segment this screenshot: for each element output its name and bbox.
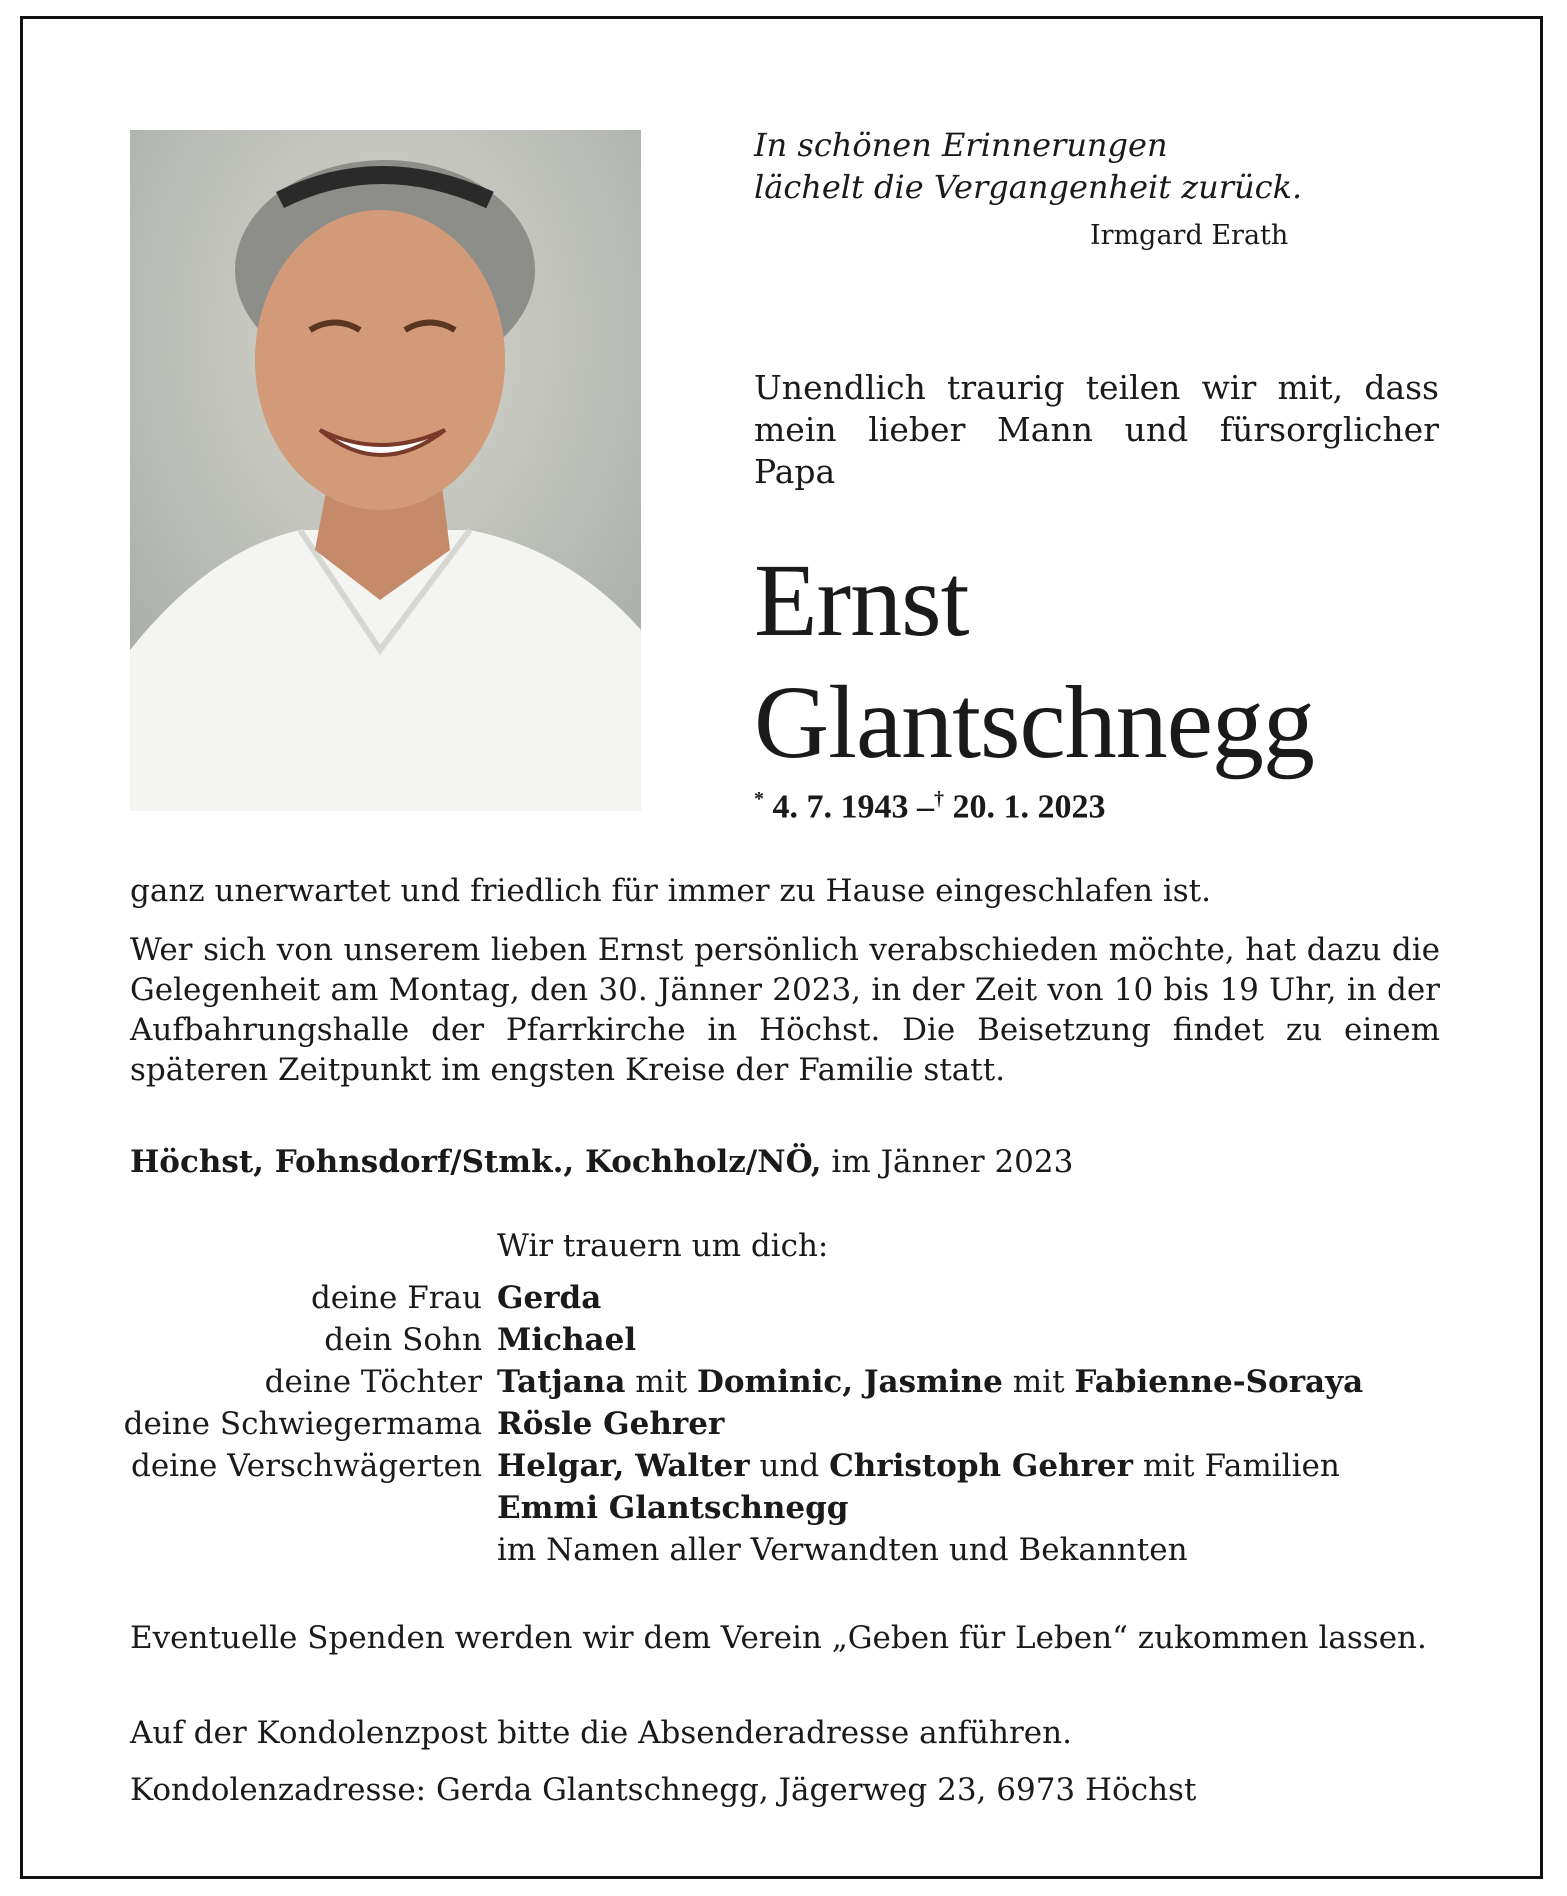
mourner-row xyxy=(0,1490,1567,1532)
mourner-row xyxy=(0,1364,1567,1406)
places-line xyxy=(130,1142,1440,1182)
relation: deine Töchter xyxy=(264,1364,482,1400)
connector: mit xyxy=(1012,1364,1065,1400)
mourner-name: Michael xyxy=(497,1322,637,1358)
donations-note: Eventuelle Spenden werden wir dem Verein „Geben für Leben“ zukommen lassen. xyxy=(130,1620,1427,1656)
mourner-name: Helgar, Walter xyxy=(497,1448,750,1484)
mourner-names xyxy=(497,1448,1340,1484)
connector: und xyxy=(759,1448,820,1484)
condolence-note: Auf der Kondolenzpost bitte die Absenderadresse anführen. xyxy=(130,1715,1072,1751)
places-date: im Jänner 2023 xyxy=(831,1144,1074,1180)
relation: deine Frau xyxy=(310,1280,482,1316)
connector: mit xyxy=(635,1364,688,1400)
last-name: Glantschnegg xyxy=(754,665,1314,780)
mourner-names xyxy=(497,1364,1363,1400)
mourner-names xyxy=(497,1322,636,1358)
mourner-name: Fabienne-Soraya xyxy=(1074,1364,1364,1400)
death-cross-icon: † xyxy=(934,788,944,810)
quote-author: Irmgard Erath xyxy=(1090,220,1289,251)
condolence-address: Kondolenzadresse: Gerda Glantschnegg, Jägerweg 23, 6973 Höchst xyxy=(130,1772,1197,1808)
memorial-quote xyxy=(754,124,1374,208)
mourner-names xyxy=(497,1490,848,1526)
mourner-row xyxy=(0,1406,1567,1448)
life-dates: * 4. 7. 1943 –† 20. 1. 2023 xyxy=(754,788,1106,826)
mourner-note: im Namen aller Verwandten und Bekannten xyxy=(497,1532,1188,1568)
deceased-name xyxy=(754,540,1314,784)
passing-sentence: ganz unerwartet und friedlich für immer zu Hause eingeschlafen ist. xyxy=(130,873,1211,909)
mourner-row xyxy=(0,1532,1567,1574)
relation: deine Verschwägerten xyxy=(130,1448,482,1484)
mourner-row xyxy=(0,1448,1567,1490)
places: Höchst, Fohnsdorf/Stmk., Kochholz/NÖ, xyxy=(130,1144,822,1180)
mourner-name: Emmi Glantschnegg xyxy=(497,1490,849,1526)
mourners-heading: Wir trauern um dich: xyxy=(497,1228,829,1264)
portrait-photo xyxy=(130,130,641,811)
death-date: 20. 1. 2023 xyxy=(952,788,1106,826)
portrait-illustration xyxy=(130,130,641,811)
mourner-row xyxy=(0,1280,1567,1322)
mourner-names xyxy=(497,1406,724,1442)
relation: deine Schwiegermama xyxy=(123,1406,482,1442)
quote-line-1: In schönen Erinnerungen xyxy=(754,126,1168,164)
intro-text: Unendlich traurig teilen wir mit, dass mein lieber Mann und fürsorglicher Papa xyxy=(754,368,1439,491)
mourner-name: Tatjana xyxy=(497,1364,626,1400)
mourner-names xyxy=(497,1280,601,1316)
first-name: Ernst xyxy=(754,543,969,658)
birth-star-icon: * xyxy=(754,788,764,810)
birth-date: 4. 7. 1943 xyxy=(772,788,909,826)
farewell-paragraph: Wer sich von unserem lieben Ernst persönlich verabschieden möchte, hat dazu die Gelegenheit am Montag, den 30. Jänner 2023, in der Zeit von 10 bis 19 Uhr, in der Aufbahrungshalle der Pfarrkirche in Höchst. Die Beisetzung findet zu einem späteren Zeitpunkt im engsten Kreise der Familie statt. xyxy=(130,932,1440,1088)
mourner-name: Rösle Gehrer xyxy=(497,1406,725,1442)
mourner-name: Christoph Gehrer xyxy=(829,1448,1133,1484)
mourner-name: Dominic, Jasmine xyxy=(696,1364,1003,1400)
mourner-name: Gerda xyxy=(497,1280,602,1316)
mourners-list xyxy=(0,1280,1567,1574)
connector: mit Familien xyxy=(1142,1448,1340,1484)
relation: dein Sohn xyxy=(324,1322,482,1358)
quote-line-2: lächelt die Vergangenheit zurück. xyxy=(754,168,1303,206)
mourner-row xyxy=(0,1322,1567,1364)
